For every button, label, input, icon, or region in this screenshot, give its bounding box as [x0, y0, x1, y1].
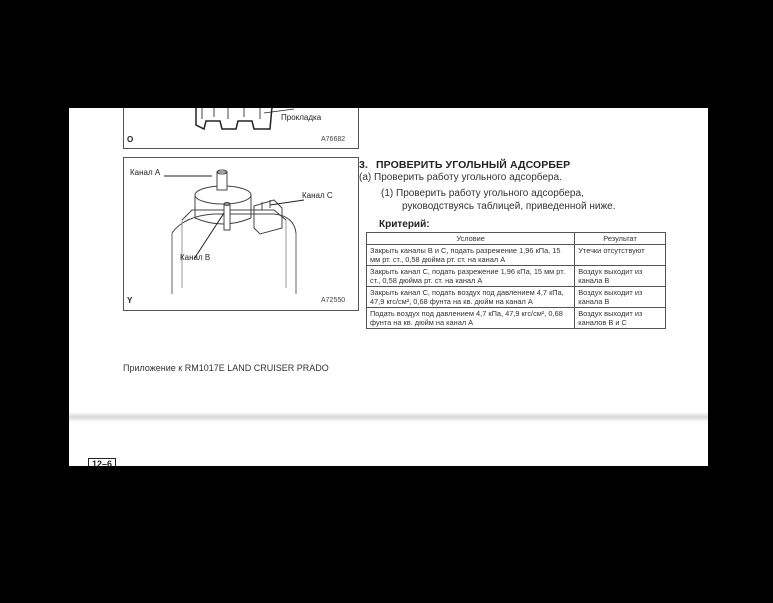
table-row	[367, 245, 666, 266]
condition-cell: Закрыть канал C, подать разрежение 1,96 кПа, 15 мм рт. ст., 0,58 дюйма рт. ст. на канал A	[367, 266, 575, 287]
table-header-row	[367, 233, 666, 245]
page-divider	[69, 412, 708, 422]
condition-cell: Закрыть канал C, подать воздух под давлением 4,7 кПа, 47,9 кгс/см², 0,68 фунта на кв. дюйм на канал A	[367, 287, 575, 308]
kanal-c-label: Канал C	[302, 191, 333, 200]
figure-letter: O	[127, 135, 134, 144]
criteria-table	[366, 232, 666, 329]
kanal-a-label: Канал A	[130, 168, 161, 177]
result-cell: Воздух выходит из каналов B и C	[575, 308, 666, 329]
page-number: 12–6	[88, 458, 116, 466]
step-a: (a) Проверить работу угольного адсорбера.	[359, 172, 562, 183]
result-cell: Утечки отсутствуют	[575, 245, 666, 266]
column-header-result: Результат	[575, 233, 666, 245]
table-row	[367, 287, 666, 308]
step-1-line-1: (1) Проверить работу угольного адсорбера,	[381, 188, 584, 199]
criteria-label: Критерий:	[379, 219, 430, 230]
canister-illustration	[124, 158, 358, 310]
condition-cell: Подать воздух под давлением 4,7 кПа, 47,9 кгс/см², 0,68 фунта на кв. дюйм на канал A	[367, 308, 575, 329]
manual-page	[69, 108, 708, 466]
gasket-label: Прокладка	[281, 113, 322, 122]
appendix-note: Приложение к RM1017E LAND CRUISER PRADO	[123, 363, 329, 373]
result-cell: Воздух выходит из канала B	[575, 287, 666, 308]
figure-gasket	[123, 108, 359, 149]
section-title	[359, 159, 578, 171]
column-header-condition: Условие	[367, 233, 575, 245]
figure-letter: Y	[127, 296, 133, 305]
table-row	[367, 266, 666, 287]
figure-canister	[123, 157, 359, 311]
section-number: 3.	[359, 159, 368, 171]
result-cell: Воздух выходит из канала B	[575, 266, 666, 287]
condition-cell: Закрыть каналы B и C, подать разрежение 1,96 кПа, 15 мм рт. ст., 0,58 дюйма рт. ст. на канал A	[367, 245, 575, 266]
figure-code: A72550	[321, 297, 346, 304]
section-title-text: ПРОВЕРИТЬ УГОЛЬНЫЙ АДСОРБЕР	[375, 159, 571, 171]
table-row	[367, 308, 666, 329]
figure-code: A76682	[321, 136, 346, 143]
step-1-line-2: руководствуясь таблицей, приведенной ниже.	[402, 201, 616, 212]
kanal-b-label: Канал B	[180, 253, 211, 262]
